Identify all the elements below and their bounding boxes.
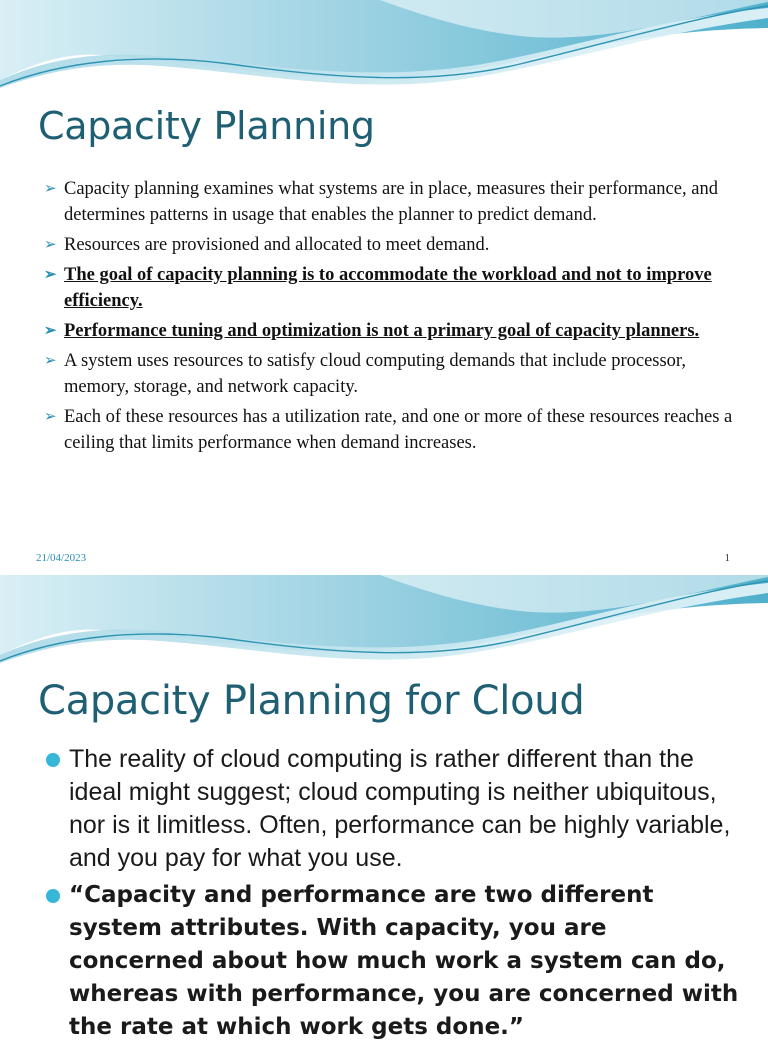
bullet-text: “Capacity and performance are two different system attributes. With capacity, you are concerned about how much work a system can do, whereas with performance, you are concerned with the rate at which work gets done.” [69, 882, 739, 1040]
bullet-list [46, 743, 746, 1044]
arrow-bullet-icon: ➢ [44, 237, 57, 253]
arrow-bullet-icon: ➢ [44, 181, 57, 197]
list-item [44, 176, 744, 228]
arrow-bullet-icon: ➢ [44, 409, 57, 425]
arrow-bullet-icon: ➢ [44, 353, 57, 369]
circle-bullet-icon [46, 753, 60, 767]
bullet-text: The reality of cloud computing is rather different than the ideal might suggest; cloud computing is neither ubiquitous, nor is it limitless. Often, performance can be highly variable, and you pay for what you use. [69, 745, 731, 872]
bullet-text: Each of these resources has a utilization rate, and one or more of these resources reaches a ceiling that limits performance when demand increases. [64, 407, 733, 453]
list-item [46, 879, 746, 1044]
footer-date: 21/04/2023 [36, 552, 87, 564]
bullet-text: Capacity planning examines what systems are in place, measures their performance, and determines patterns in usage that enables the planner to predict demand. [64, 179, 718, 225]
bullet-text: The goal of capacity planning is to accommodate the workload and not to improve efficiency. [64, 265, 712, 311]
list-item [44, 262, 744, 314]
list-item [44, 404, 744, 456]
bullet-list [44, 176, 744, 460]
slide-2 [0, 575, 768, 1040]
list-item [44, 348, 744, 400]
list-item [44, 232, 744, 258]
bullet-text: A system uses resources to satisfy cloud computing demands that include processor, memory, storage, and network capacity. [64, 351, 686, 397]
circle-bullet-icon [46, 889, 60, 903]
bullet-text: Performance tuning and optimization is not a primary goal of capacity planners. [64, 321, 700, 341]
list-item [46, 743, 746, 875]
arrow-bullet-icon: ➢ [44, 267, 57, 283]
header-wave-decoration [0, 575, 768, 670]
slide-title: Capacity Planning [38, 104, 375, 148]
slide-title: Capacity Planning for Cloud [38, 678, 585, 724]
bullet-text: Resources are provisioned and allocated to meet demand. [64, 235, 490, 255]
slide-number: 1 [724, 552, 730, 564]
header-wave-decoration [0, 0, 768, 95]
list-item [44, 318, 744, 344]
arrow-bullet-icon: ➢ [44, 323, 57, 339]
